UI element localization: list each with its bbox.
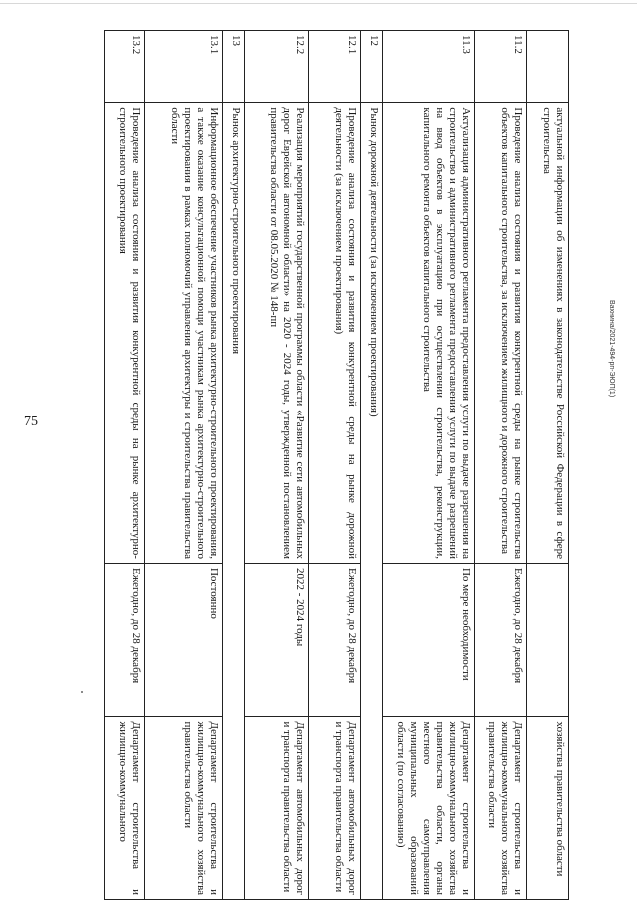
table-row [105, 31, 145, 900]
row-term: Ежегодно, до 28 декабря [475, 563, 527, 717]
row-action: Информационное обеспечение участников рынка архитектурно-строительного проектирования, а также оказание консультационной помощи участникам рынка архитектурно-строительного проектирования в рамках полномочий управления архитектуры и строительства правительства области [145, 103, 223, 564]
row-responsible: Департамент строительства и жилищно-коммунального хозяйства правительства области, органы местного самоуправления муниципальных образований области (по согласованию) [383, 717, 475, 900]
row-number: 11.2 [475, 31, 527, 103]
row-number: 11.3 [383, 31, 475, 103]
scan-edge-line [0, 3, 637, 4]
row-responsible: Департамент автомобильных дорог и транспорта правительства области [245, 717, 309, 900]
row-number: 13.2 [105, 31, 145, 103]
section-number: 13 [223, 31, 245, 103]
footer-document-code: Вахнина/2021-494-рп-ЭЮП(1) [608, 300, 615, 398]
row-responsible: Департамент строительства и жилищно-коммунального [105, 717, 145, 900]
section-title: Рынок дорожной деятельности (за исключением проектирования) [361, 103, 383, 900]
section-row [361, 31, 383, 900]
row-term [527, 563, 569, 717]
row-responsible: Департамент строительства и жилищно-коммунального хозяйства правительства области [475, 717, 527, 900]
rotated-table-container [104, 30, 569, 900]
section-row [223, 31, 245, 900]
row-action: Реализация мероприятий государственной программы области «Развитие сети автомобильных дорог Еврейской автономной области» на 2020 - 2024 годы, утвержденной постановлением правительства области от 08.05.2020 № 148-пп [245, 103, 309, 564]
row-action: актуальной информации об изменениях в законодательстве Российской Федерации в сфере строительства [527, 103, 569, 564]
row-term: Ежегодно, до 28 декабря [309, 563, 361, 717]
table-row [145, 31, 223, 900]
table-row [383, 31, 475, 900]
table-row [527, 31, 569, 900]
row-action: Проведение анализа состояния и развития конкурентной среды на рынке дорожной деятельности (за исключением проектирования) [309, 103, 361, 564]
row-action: Актуализация административного регламента предоставления услуги по выдаче разрешения на строительство и административного регламента предоставления услуги по выдаче разрешений на ввод объектов в эксплуатацию при осуществлении строительства, реконструкции, капитального ремонта объектов капитального строительства [383, 103, 475, 564]
action-plan-table [104, 30, 569, 900]
row-number [527, 31, 569, 103]
row-term: Постоянно [145, 563, 223, 717]
section-number: 12 [361, 31, 383, 103]
scan-speck [81, 691, 83, 693]
section-title: Рынок архитектурно-строительного проектирования [223, 103, 245, 900]
row-responsible: Департамент строительства и жилищно-коммунального хозяйства правительства области [145, 717, 223, 900]
table-row [475, 31, 527, 900]
row-term: Ежегодно, до 28 декабря [105, 563, 145, 717]
row-responsible: Департамент автомобильных дорог и транспорта правительства области [309, 717, 361, 900]
row-responsible: хозяйства правительства области [527, 717, 569, 900]
row-action: Проведение анализа состояния и развития конкурентной среды на рынке архитектурно-строительного проектирования [105, 103, 145, 564]
row-action: Проведение анализа состояния и развития конкурентной среды на рынке строительства объектов капитального строительства, за исключением жилищного и дорожного строительства [475, 103, 527, 564]
row-term: По мере необходимости [383, 563, 475, 717]
row-number: 12.2 [245, 31, 309, 103]
table-row [309, 31, 361, 900]
table-row [245, 31, 309, 900]
page-number: 75 [24, 414, 38, 429]
row-term: 2022 - 2024 годы [245, 563, 309, 717]
row-number: 12.1 [309, 31, 361, 103]
row-number: 13.1 [145, 31, 223, 103]
